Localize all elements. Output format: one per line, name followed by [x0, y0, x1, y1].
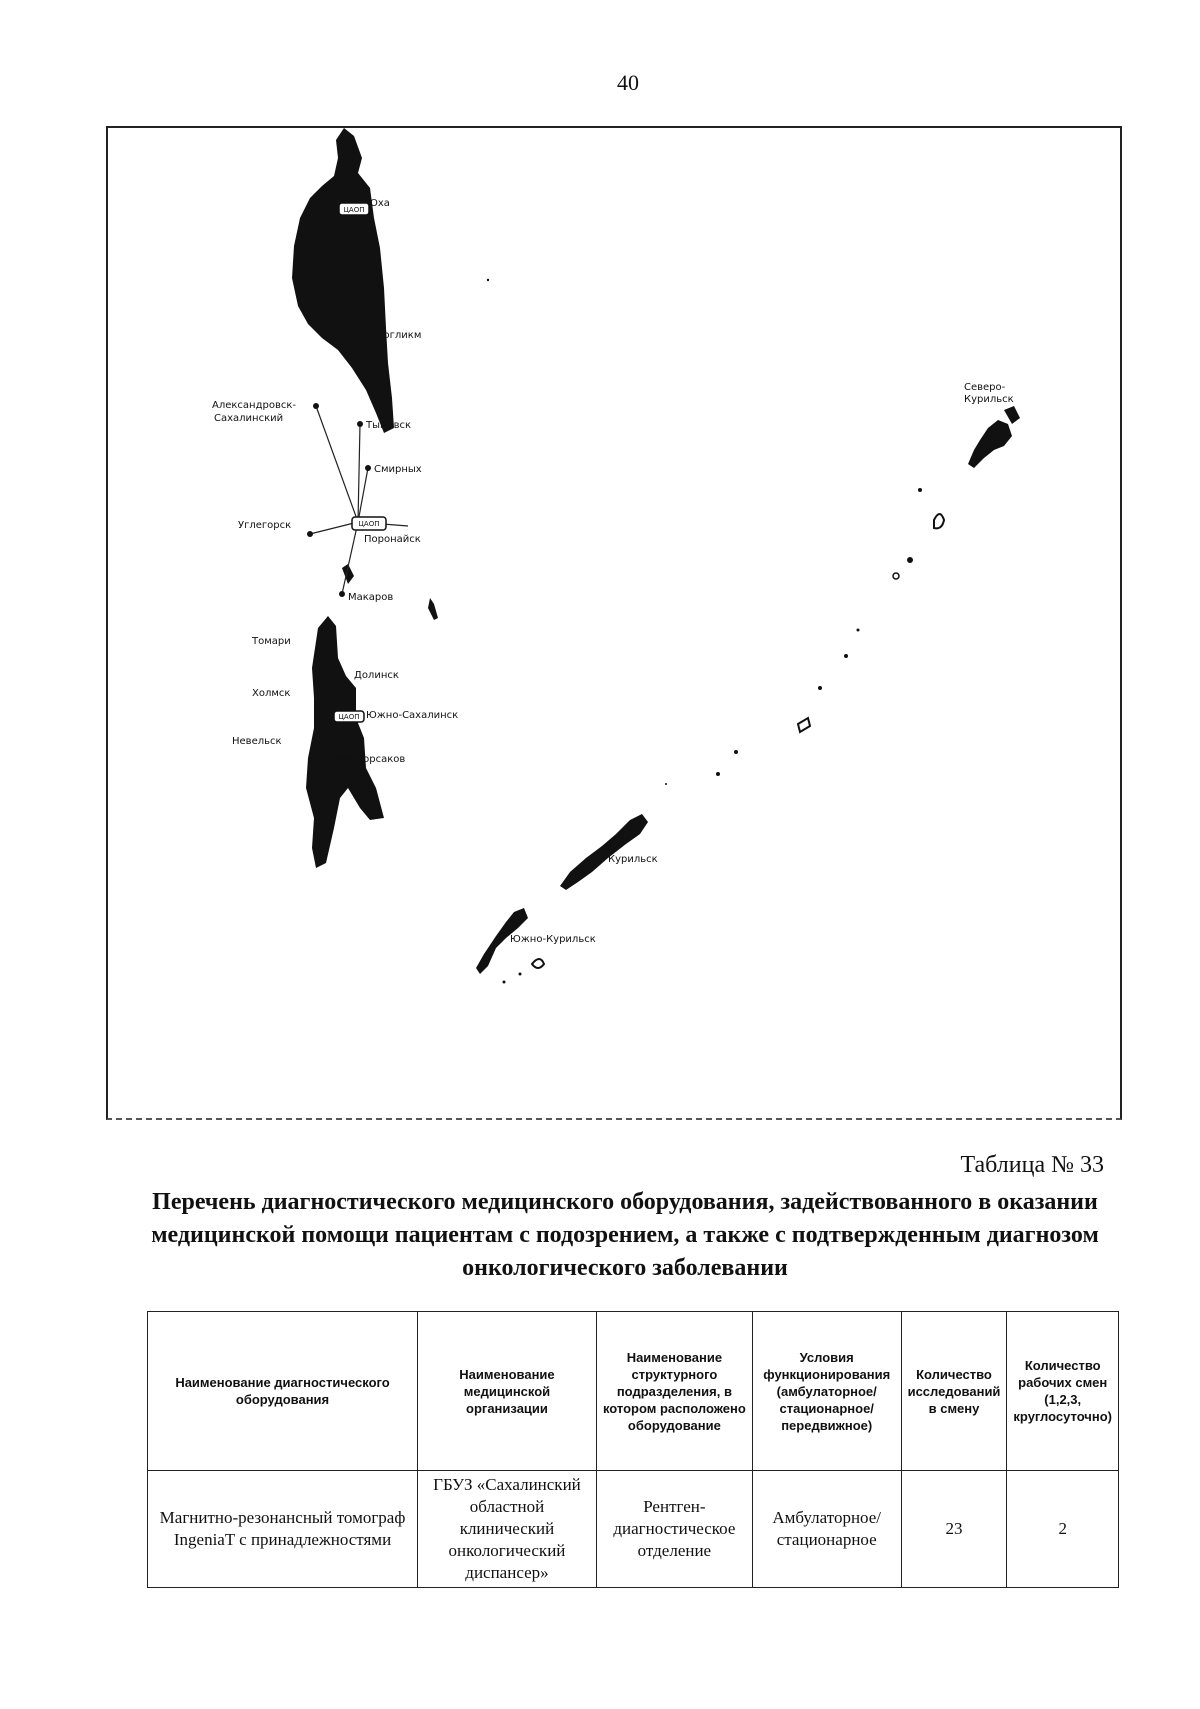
islet [907, 557, 913, 563]
label-aleksandrovsk: Александровск- [212, 400, 297, 411]
label-tomari: Томари [252, 636, 291, 647]
city-points [307, 403, 371, 597]
map-svg [108, 128, 1122, 1120]
svg-text:ЦАОП: ЦАОП [338, 713, 360, 721]
islet [716, 772, 720, 776]
cell-department: Рентген-диагностическое отделение [596, 1471, 752, 1588]
shumshu-island [1004, 406, 1020, 424]
paramushir-island [968, 420, 1012, 468]
header-conditions: Условия функционирования (амбулаторное/ стационарное/ передвижное) [752, 1312, 901, 1471]
islet [734, 750, 738, 754]
table-header-row [148, 1312, 1119, 1471]
islet [519, 973, 522, 976]
cell-studies-per-shift: 23 [901, 1471, 1007, 1588]
cell-equipment: Магнитно-резонансный томограф IngeniaT с принадлежностями [148, 1471, 418, 1588]
route-lines [310, 406, 408, 594]
label-makarov: Макаров [348, 592, 394, 603]
caop-box-okha [339, 203, 369, 215]
label-nevelsk: Невельск [232, 736, 282, 747]
map-of-sakhalin-region [106, 126, 1122, 1120]
sakhalin-south-island [306, 616, 384, 868]
table-number: Таблица № 33 [960, 1152, 1104, 1178]
cell-conditions: Амбулаторное/ стационарное [752, 1471, 901, 1588]
svg-text:ЦАОП: ЦАОП [358, 520, 380, 528]
islet [487, 279, 489, 281]
label-aniva: Анива [322, 754, 354, 765]
label-severo-2: Курильск [964, 394, 1014, 405]
table-row [148, 1471, 1119, 1588]
small-island-1 [934, 514, 944, 528]
cell-shifts: 2 [1007, 1471, 1119, 1588]
label-korsakov: Корсаков [356, 754, 406, 765]
header-department: Наименование структурного подразделения, в котором расположено оборудование [596, 1312, 752, 1471]
label-nogliki: Ногликм [376, 330, 422, 341]
equipment-table [147, 1311, 1119, 1588]
label-severo: Северо- [964, 382, 1006, 393]
cape-fragment [428, 598, 438, 620]
label-kholmsk: Холмск [252, 688, 291, 699]
shikotan-island [532, 959, 544, 968]
label-tymovsk: Тымовск [366, 420, 412, 431]
iturup-island [560, 814, 648, 890]
label-yuzhno-kurilsk: Южно-Курильск [510, 934, 596, 945]
label-yuzhno-sakhalinsk: Южно-Сахалинск [366, 710, 459, 721]
label-okha: Оха [370, 198, 390, 209]
table-title: Перечень диагностического медицинского оборудования, задействованного в оказании медицинской помощи пациентам с подозрением, а также с подтвержденным диагнозом онкологического заболевании [151, 1189, 1099, 1281]
header-studies-per-shift: Количество исследований в смену [901, 1312, 1007, 1471]
page-number: 40 [617, 70, 639, 95]
label-poronaysk: Поронайск [364, 534, 421, 545]
caop-box-yuzhno [334, 711, 364, 722]
islet [918, 488, 922, 492]
header-equipment: Наименование диагностического оборудования [148, 1312, 418, 1471]
header-shifts: Количество рабочих смен (1,2,3, круглосуточно) [1007, 1312, 1119, 1471]
islet [503, 981, 506, 984]
label-kurilsk: Курильск [608, 854, 658, 865]
small-island-2 [798, 718, 810, 732]
svg-text:ЦАОП: ЦАОП [343, 206, 365, 214]
caop-box-poronaysk [352, 517, 386, 530]
label-dolinsk: Долинск [354, 670, 399, 681]
label-uglegorsk: Углегорск [238, 520, 292, 531]
cell-organization: ГБУЗ «Сахалинский областной клинический онкологический диспансер» [418, 1471, 597, 1588]
islet [844, 654, 848, 658]
islet [857, 629, 860, 632]
sakhalin-north-island [292, 128, 394, 433]
header-organization: Наименование медицинской организации [418, 1312, 597, 1471]
label-aleksandrovsk-2: Сахалинский [214, 413, 284, 424]
label-smirnykh: Смирных [374, 464, 422, 475]
islet [818, 686, 822, 690]
islet [893, 573, 899, 579]
islet [665, 783, 667, 785]
